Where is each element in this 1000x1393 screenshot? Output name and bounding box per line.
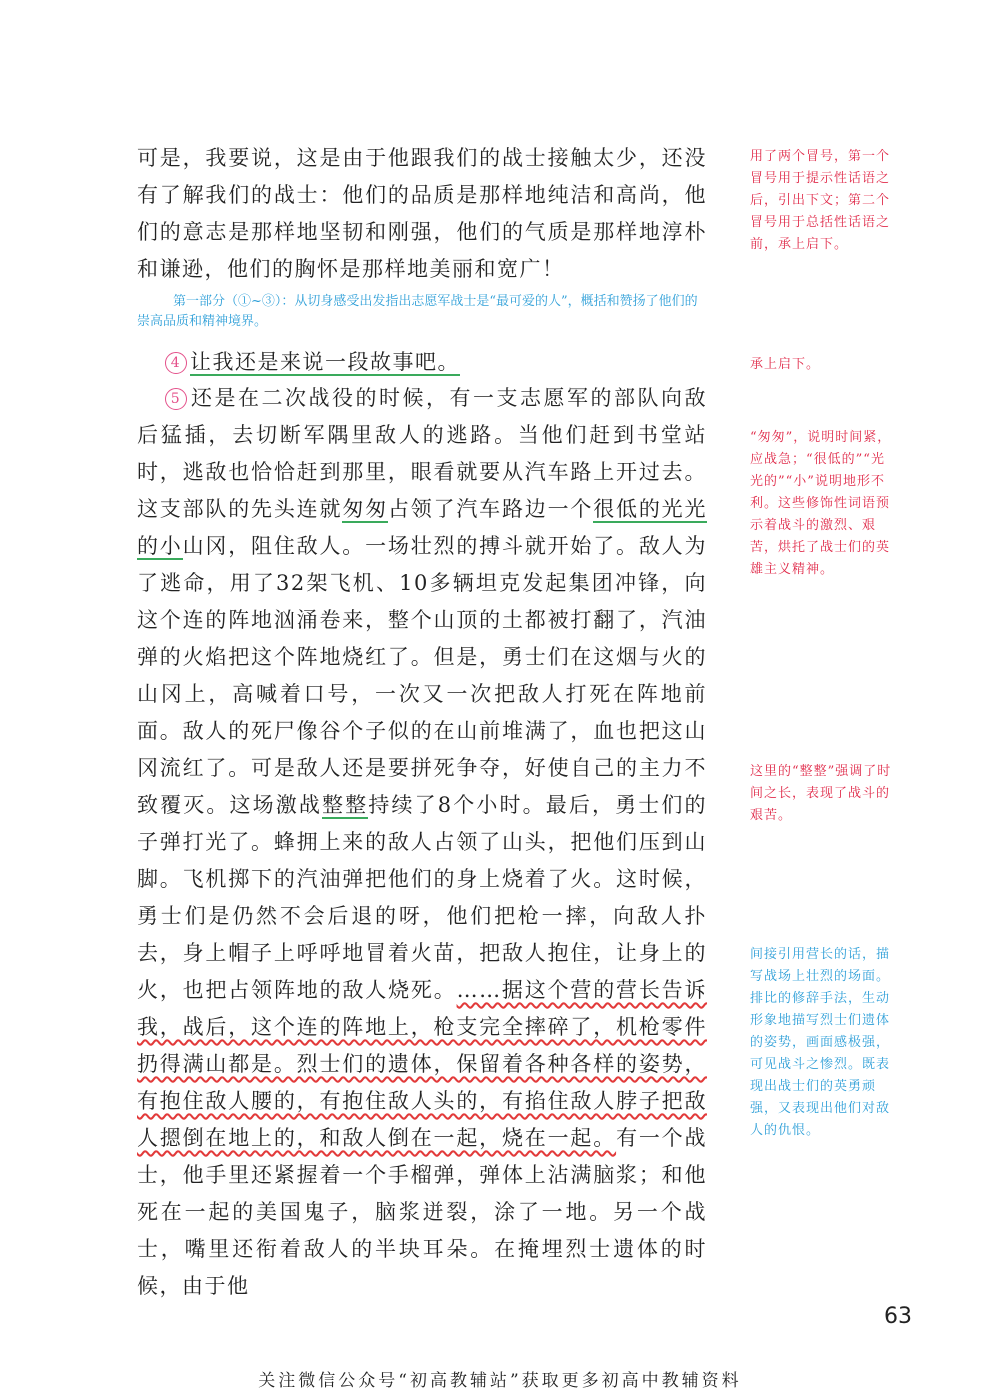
margin-note-modifiers: “匆匆”，说明时间紧，应战急；“很低的”“光光的”“小”说明地形不利。这些修饰性词语预示着战斗的激烈、艰苦，烘托了战士们的英雄主义精神。	[750, 430, 892, 577]
paragraph-number-5: 5	[165, 388, 187, 410]
p5-text-e: 有一个战士，他手里还紧握着一个手榴弹，弹体上沾满脑浆；和他死在一起的美国鬼子，脑浆迸裂，涂了一地。另一个战士，嘴里还衔着敌人的半块耳朵。在掩埋烈士遗体的时候，由于他	[137, 1126, 707, 1298]
margin-note-transition: 承上启下。	[750, 357, 821, 372]
paragraph-1-text: 可是，我要说，这是由于他跟我们的战士接触太少，还没有了解我们的战士：他们的品质是那样地纯洁和高尚，他们的意志是那样地坚韧和刚强，他们的气质是那样地淳朴和谦逊，他们的胸怀是那样地美丽和宽广！	[137, 146, 707, 281]
highlight-zhengzheng: 整整	[322, 793, 369, 817]
paragraph-5	[137, 380, 707, 1305]
p5-text-c: 山冈，阻住敌人。一场壮烈的搏斗就开始了。敌人为了逃命，用了32架飞机、10多辆坦克发起集团冲锋，向这个连的阵地汹涌卷来，整个山顶的土都被打翻了，汽油弹的火焰把这个阵地烧红了。但是，勇士们在这烟与火的山冈上，高喊着口号，一次又一次把敌人打死在阵地前面。敌人的死尸像谷个子似的在山前堆满了，血也把这山冈流红了。可是敌人还是要拼死争夺，好使自己的主力不致覆灭。这场激战	[137, 534, 707, 817]
margin-note-colon: 用了两个冒号，第一个冒号用于提示性话语之后，引出下文；第二个冒号用于总括性话语之前，承上启下。	[750, 149, 891, 252]
p5-text-b: 占领了汽车路边一个	[387, 497, 594, 521]
margin-note-quote: 间接引用营长的话，描写战场上壮烈的场面。排比的修辞手法，生动形象地描写烈士们遗体的姿势，画面感极强，可见战斗之惨烈。既表现出战士们的英勇顽强，又表现出他们对敌人的仇恨。	[750, 947, 891, 1138]
p5-text-a: 还是在二次战役的时候，有一支志愿军的部队向敌后猛插，去切断军隅里敌人的逃路。当他们赶到书堂站时，逃敌也恰恰赶到那里，眼看就要从汽车路上开过去。这支部队的先头连就	[137, 386, 707, 521]
paragraph-4	[137, 344, 707, 381]
highlight-congcong: 匆匆	[342, 497, 388, 521]
p5-text-d: 持续了8个小时。最后，勇士们的子弹打光了。蜂拥上来的敌人占领了山头，把他们压到山脚。飞机掷下的汽油弹把他们的身上烧着了火。这时候，勇士们是仍然不会后退的呀，他们把枪一摔，向敌人扑去，身上帽子上呼呼地冒着火苗，把敌人抱住，让身上的火，也把占领阵地的敌人烧死。	[137, 793, 707, 1002]
paragraph-continuation	[137, 140, 707, 288]
paragraph-4-text: 让我还是来说一段故事吧。	[190, 350, 460, 374]
margin-note-zhengzheng: 这里的“整整”强调了时间之长，表现了战斗的艰苦。	[750, 764, 892, 823]
page-number: 63	[884, 1304, 912, 1329]
section-summary: 第一部分（①~③）：从切身感受出发指出志愿军战士是“最可爱的人”，概括和赞扬了他们的崇高品质和精神境界。	[137, 294, 698, 329]
paragraph-number-4: 4	[165, 352, 187, 374]
highlight-hendi: 很低的光光的小	[137, 497, 707, 558]
footer-text: 关注微信公众号“初高教辅站”获取更多初高中教辅资料	[258, 1371, 742, 1391]
wavy-underline-passage: ……据这个营的营长告诉我，战后，这个连的阵地上，枪支完全摔碎了，机枪零件扔得满山都是。烈士们的遗体，保留着各种各样的姿势，有抱住敌人腰的，有抱住敌人头的，有掐住敌人脖子把敌人摁倒在地上的，和敌人倒在一起，烧在一起。	[137, 978, 708, 1150]
